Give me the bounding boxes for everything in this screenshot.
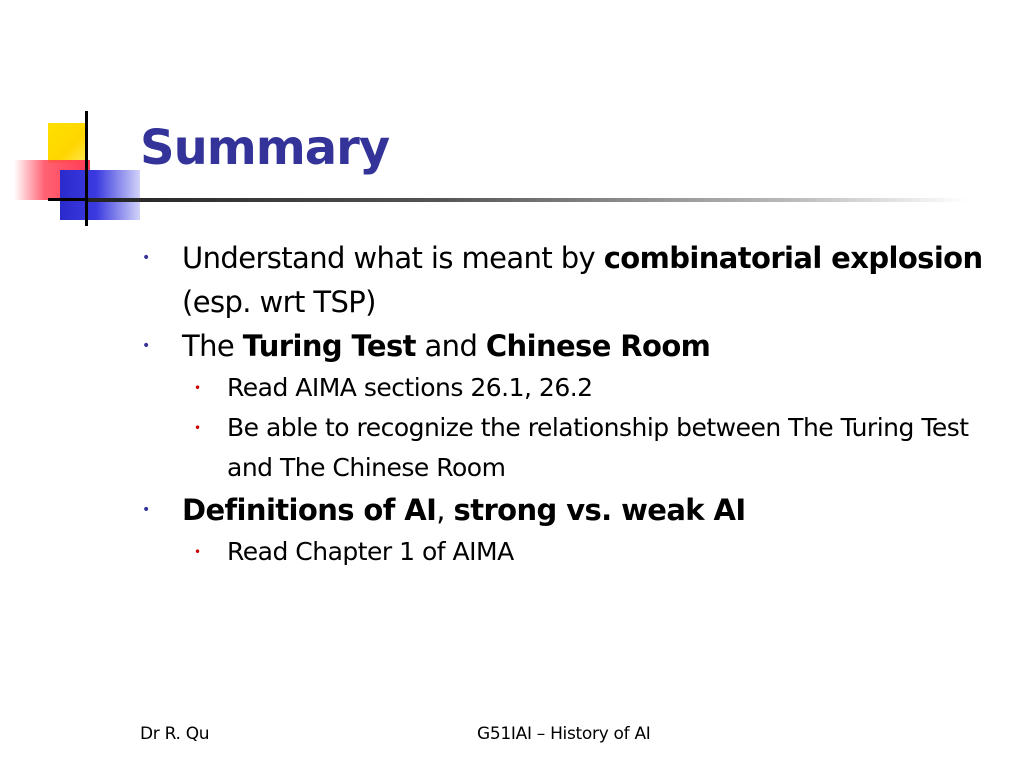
sub-bullet-item — [140, 368, 1000, 408]
bullet-list — [140, 236, 1000, 572]
bullet-text-bold: combinatorial explosion — [603, 241, 983, 275]
bullet-icon: • — [194, 545, 201, 559]
bullet-text: and — [415, 329, 486, 363]
bullet-icon: • — [194, 381, 201, 395]
logo-vertical-line — [85, 111, 88, 226]
bullet-item — [140, 236, 1000, 324]
bullet-item — [140, 324, 1000, 368]
sub-bullet-item — [140, 532, 1000, 572]
bullet-item — [140, 488, 1000, 532]
slide-title: Summary — [140, 120, 390, 176]
bullet-text-bold: strong vs. weak AI — [453, 493, 746, 527]
bullet-icon: • — [142, 338, 150, 354]
sub-bullet-item — [140, 408, 1000, 488]
bullet-icon: • — [194, 421, 201, 435]
bullet-text: Read Chapter 1 of AIMA — [227, 537, 514, 566]
bullet-text-bold: Definitions of AI — [182, 493, 437, 527]
title-underline — [88, 198, 968, 202]
bullet-text: Read AIMA sections 26.1, 26.2 — [227, 373, 593, 402]
bullet-text: , — [436, 493, 454, 527]
logo-yellow-square — [48, 123, 88, 163]
bullet-text-bold: Turing Test — [242, 329, 416, 363]
logo-blue-square — [60, 170, 140, 220]
bullet-text: Be able to recognize the relationship between The Turing Test and The Chinese Room — [227, 413, 969, 482]
bullet-text: (esp. wrt TSP) — [182, 285, 376, 319]
footer-course: G51IAI – History of AI — [477, 724, 651, 744]
bullet-icon: • — [142, 502, 150, 518]
bullet-text: Understand what is meant by — [182, 241, 604, 275]
bullet-text: The — [182, 329, 243, 363]
bullet-text-bold: Chinese Room — [485, 329, 711, 363]
bullet-icon: • — [142, 250, 150, 266]
footer-author: Dr R. Qu — [140, 724, 210, 744]
